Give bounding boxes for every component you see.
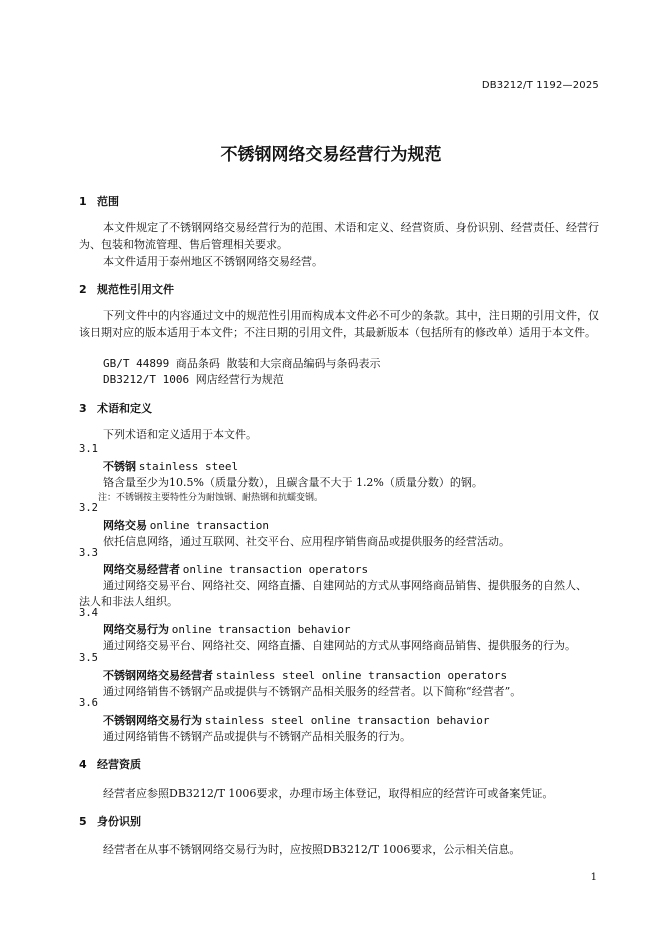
section-number: 4 (79, 758, 87, 771)
term-en: stainless steel online transaction behavior (204, 714, 490, 727)
section-heading-normative-refs (79, 281, 174, 297)
term-heading (103, 712, 490, 728)
term-zh: 网络交易经营者 (103, 563, 180, 576)
term-definition: 铬含量至少为10.5%（质量分数），且碳含量不大于 1.2%（质量分数）的钢。 (103, 476, 483, 489)
section-number: 3 (79, 402, 87, 415)
term-number: 3.6 (79, 697, 98, 709)
term-zh: 不锈钢网络交易经营者 (103, 669, 213, 682)
term-en: online transaction behavior (171, 623, 351, 636)
term-heading (103, 517, 269, 533)
section-number: 2 (79, 283, 87, 296)
section-title: 身份识别 (97, 815, 141, 828)
term-definition: 依托信息网络，通过互联网、社交平台、应用程序销售商品或提供服务的经营活动。 (103, 535, 510, 548)
normative-refs-paragraph: 下列文件中的内容通过文中的规范性引用而构成本文件必不可少的条款。其中，注日期的引用文件，仅该日期对应的版本适用于本文件；不注日期的引用文件，其最新版本（包括所有的修改单）适用于本文件。 (79, 309, 599, 339)
section-title: 经营资质 (97, 758, 141, 771)
qualification-paragraph: 经营者应参照DB3212/T 1006要求，办理市场主体登记，取得相应的经营许可或备案凭证。 (103, 787, 554, 800)
term-number: 3.3 (79, 547, 98, 559)
section-number: 5 (79, 815, 87, 828)
term-en: stainless steel online transaction operators (215, 669, 508, 682)
term-heading (103, 561, 368, 577)
section-title: 术语和定义 (97, 402, 152, 415)
term-definition: 通过网络销售不锈钢产品或提供与不锈钢产品相关服务的行为。 (103, 730, 411, 743)
term-definition-continued: 法人和非法人组织。 (79, 595, 178, 608)
section-title: 范围 (97, 195, 119, 208)
document-number: DB3212/T 1192—2025 (481, 80, 599, 91)
term-en: online transaction operators (182, 563, 369, 576)
term-number: 3.1 (79, 443, 98, 455)
term-definition: 通过网络交易平台、网络社交、网络直播、自建网站的方式从事网络商品销售、提供服务的行为。 (103, 639, 576, 652)
term-heading (103, 621, 351, 637)
term-zh: 不锈钢 (103, 460, 136, 473)
identity-paragraph: 经营者在从事不锈钢网络交易行为时，应按照DB3212/T 1006要求，公示相关信息。 (103, 843, 521, 856)
term-heading (103, 458, 238, 474)
term-number: 3.4 (79, 607, 98, 619)
section-heading-qualification (79, 756, 141, 772)
term-en: online transaction (149, 519, 269, 532)
term-number: 3.2 (79, 502, 98, 514)
reference-item: DB3212/T 1006 网店经营行为规范 (103, 373, 284, 386)
term-note: 注：不锈钢按主要特性分为耐蚀钢、耐热钢和抗蠕变钢。 (98, 493, 324, 503)
scope-paragraph: 本文件规定了不锈钢网络交易经营行为的范围、术语和定义、经营资质、身份识别、经营责任、经营行为、包装和物流管理、售后管理相关要求。 (79, 221, 599, 251)
page-number: 1 (590, 872, 597, 883)
section-heading-scope (79, 193, 119, 209)
section-number: 1 (79, 195, 87, 208)
reference-item: GB/T 44899 商品条码 散装和大宗商品编码与条码表示 (103, 357, 381, 370)
term-zh: 不锈钢网络交易行为 (103, 714, 202, 727)
term-definition: 通过网络交易平台、网络社交、网络直播、自建网站的方式从事网络商品销售、提供服务的自然人、 (103, 579, 587, 592)
section-title: 规范性引用文件 (97, 283, 174, 296)
section-heading-identity (79, 813, 141, 829)
terms-intro: 下列术语和定义适用于本文件。 (103, 428, 257, 441)
term-number: 3.5 (79, 652, 98, 664)
term-en: stainless steel (138, 460, 239, 473)
page-title: 不锈钢网络交易经营行为规范 (220, 145, 442, 165)
term-zh: 网络交易行为 (103, 623, 169, 636)
term-definition: 通过网络销售不锈钢产品或提供与不锈钢产品相关服务的经营者。以下简称“经营者”。 (103, 685, 522, 698)
scope-applicability: 本文件适用于泰州地区不锈钢网络交易经营。 (103, 255, 323, 268)
term-zh: 网络交易 (103, 519, 147, 532)
term-heading (103, 667, 507, 683)
section-heading-terms (79, 400, 152, 416)
